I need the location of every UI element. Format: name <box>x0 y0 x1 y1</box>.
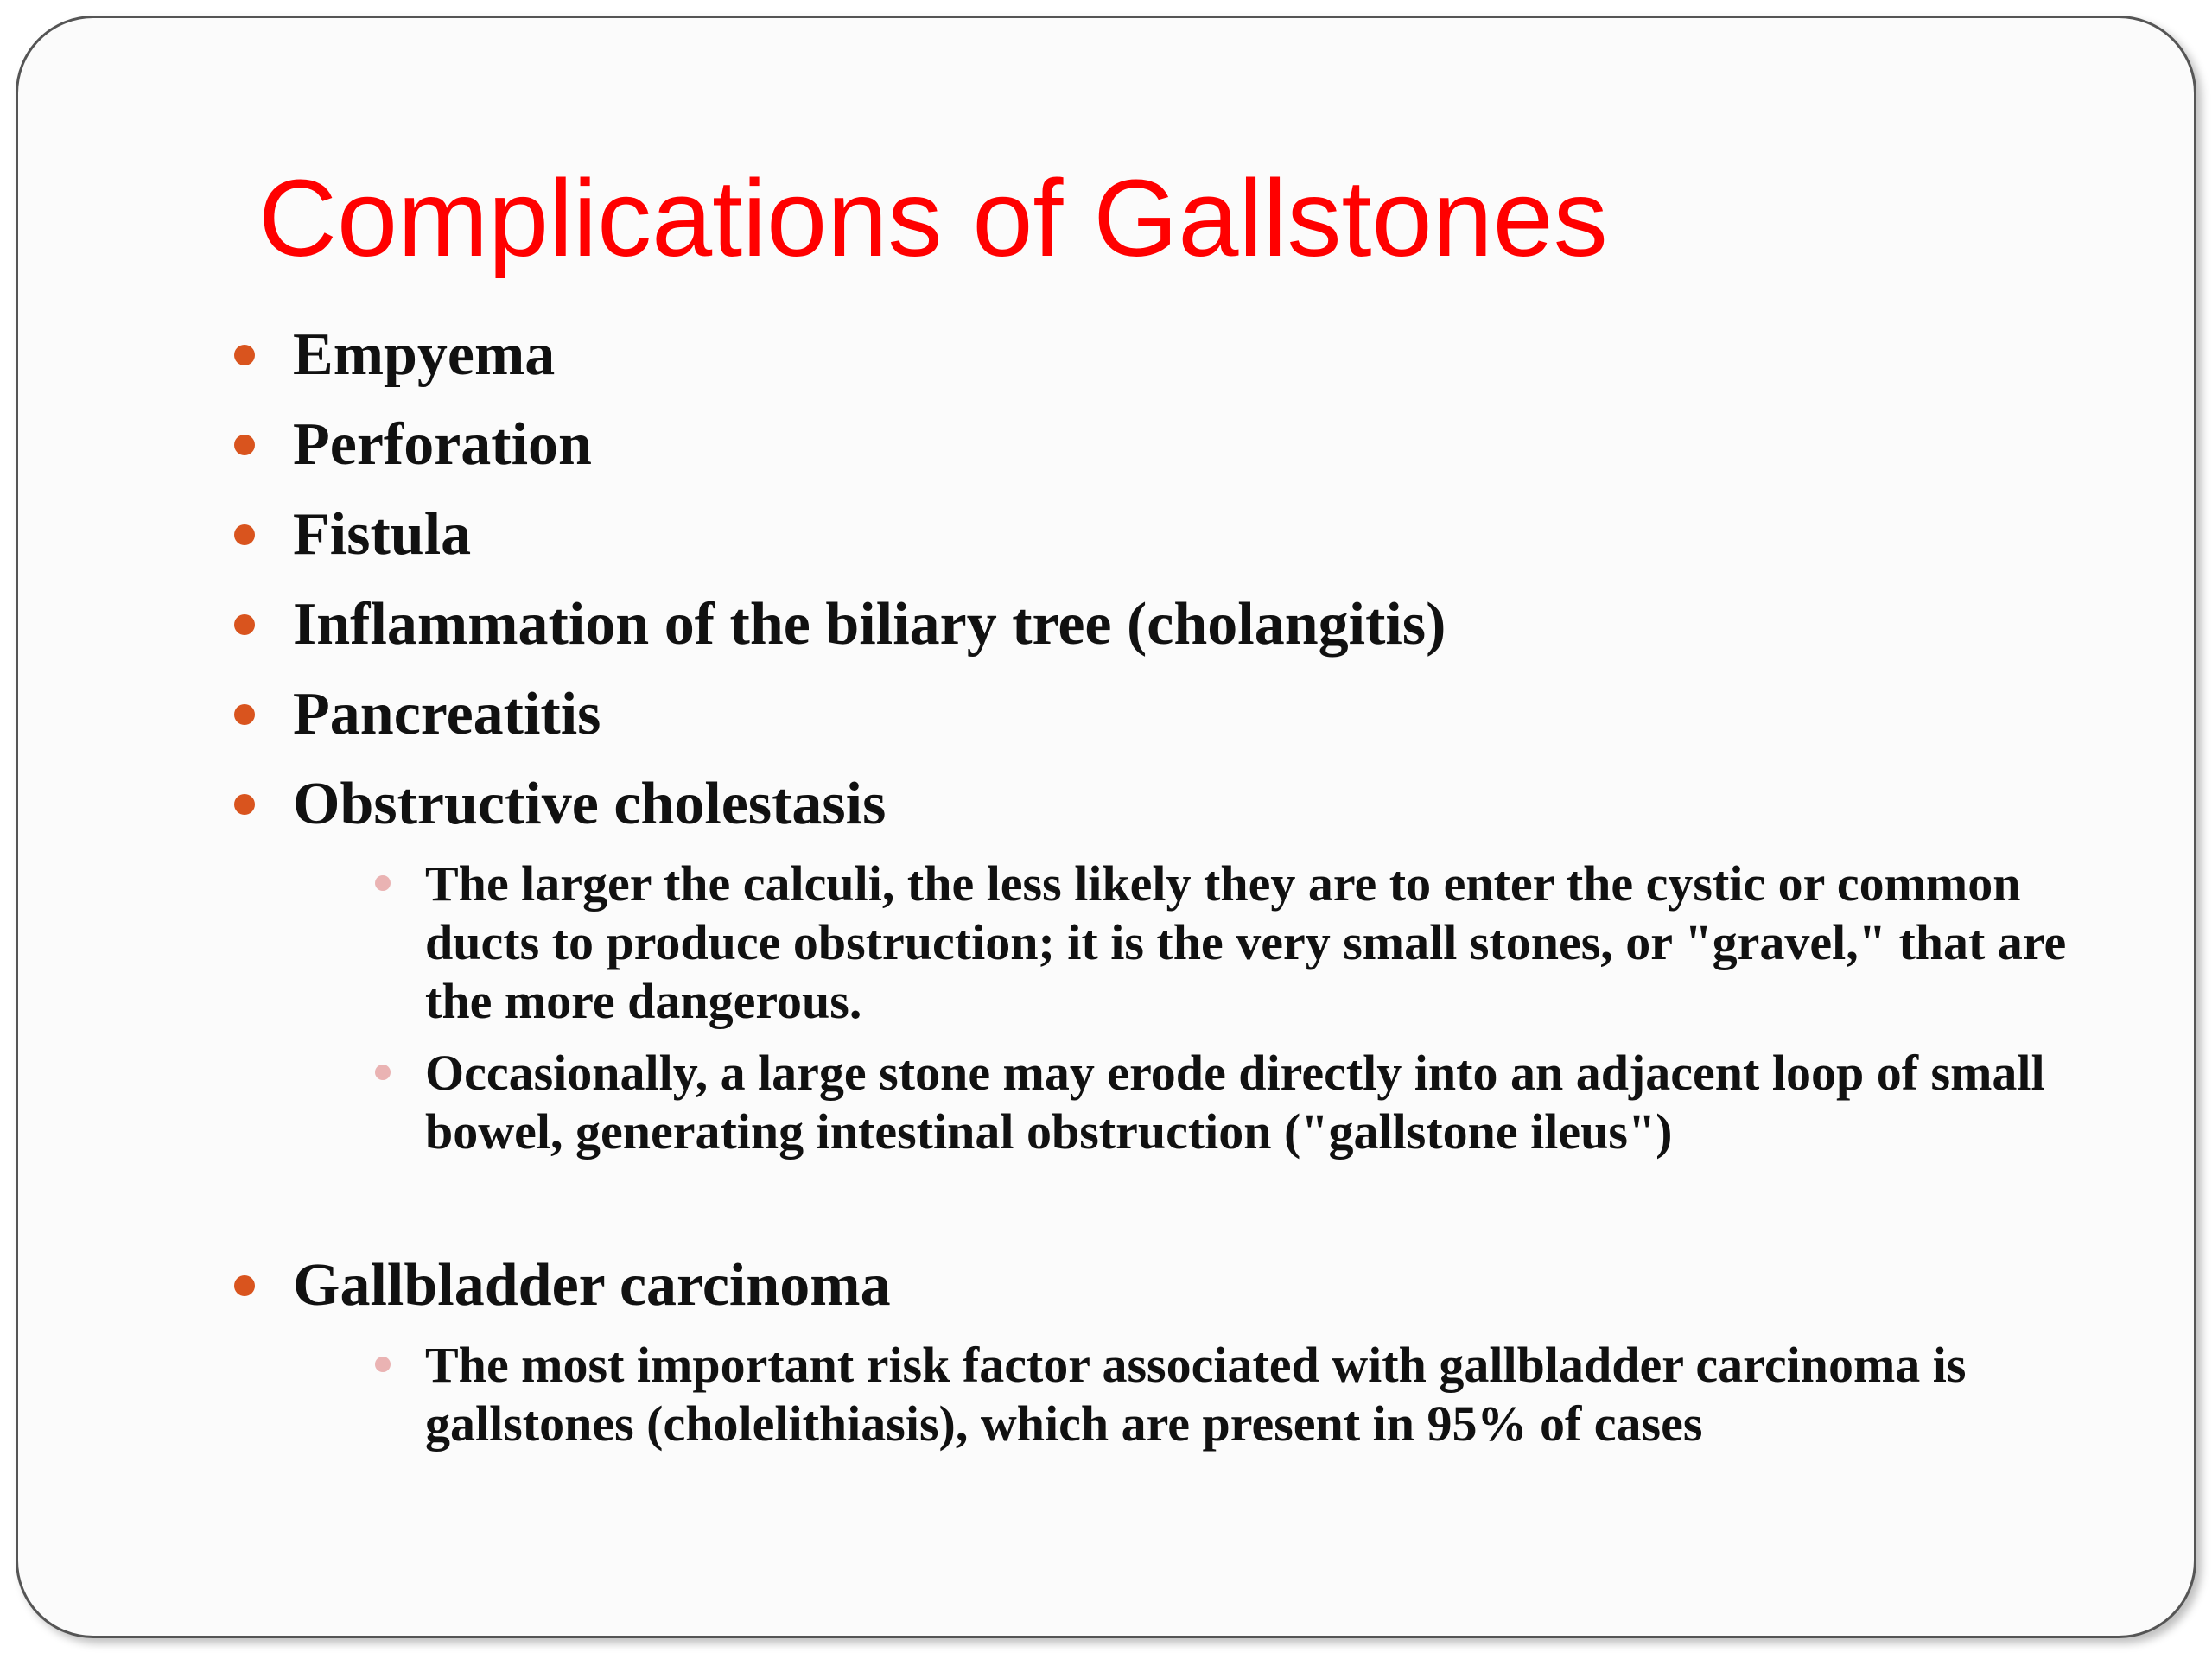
sub-bullet-dot-icon <box>375 1357 391 1372</box>
sub-bullet-text: Occasionally, a large stone may erode directly into an adjacent loop of small bowel, generating intestinal obstruction ("gallstone ileus") <box>425 1045 2045 1160</box>
bullet-item-pancreatitis <box>224 670 2073 760</box>
bullet-item-empyema <box>224 310 2073 400</box>
bullet-item-cholangitis <box>224 580 2073 670</box>
bullet-dot-icon <box>234 794 255 815</box>
bullet-dot-icon <box>234 1275 255 1296</box>
slide-frame <box>16 16 2196 1638</box>
bullet-item-gallbladder-carcinoma <box>224 1241 2073 1331</box>
bullet-text: Pancreatitis <box>293 681 601 747</box>
bullet-text: Inflammation of the biliary tree (cholangitis) <box>293 591 1446 658</box>
spacer <box>224 1161 2073 1241</box>
sub-bullet-risk-factor <box>224 1336 2073 1453</box>
bullet-dot-icon <box>234 704 255 725</box>
bullet-text: Perforation <box>293 411 592 478</box>
bullet-item-fistula <box>224 490 2073 580</box>
bullet-text: Fistula <box>293 501 472 568</box>
bullet-dot-icon <box>234 345 255 365</box>
slide-title: Complications of Gallstones <box>258 157 1608 279</box>
sub-bullet-dot-icon <box>375 1065 391 1080</box>
bullet-dot-icon <box>234 435 255 455</box>
sub-bullet-text: The larger the calculi, the less likely they are to enter the cystic or common ducts to produce obstruction; it is the very small stones, or "gravel," that are the more dangerous. <box>425 855 2067 1029</box>
bullet-item-obstructive-cholestasis <box>224 760 2073 849</box>
sub-bullet-dot-icon <box>375 875 391 891</box>
sub-bullet-gallstone-ileus <box>224 1044 2073 1161</box>
sub-bullet-calculi-size <box>224 855 2073 1031</box>
bullet-text: Obstructive cholestasis <box>293 771 887 837</box>
bullet-text: Gallbladder carcinoma <box>293 1252 891 1319</box>
sub-bullet-text: The most important risk factor associated with gallbladder carcinoma is gallstones (cholelithiasis), which are present in 95% of cases <box>425 1337 1967 1452</box>
bullet-text: Empyema <box>293 321 556 388</box>
bullet-item-perforation <box>224 400 2073 490</box>
bullet-list <box>224 310 2073 1453</box>
bullet-dot-icon <box>234 524 255 545</box>
bullet-dot-icon <box>234 614 255 635</box>
